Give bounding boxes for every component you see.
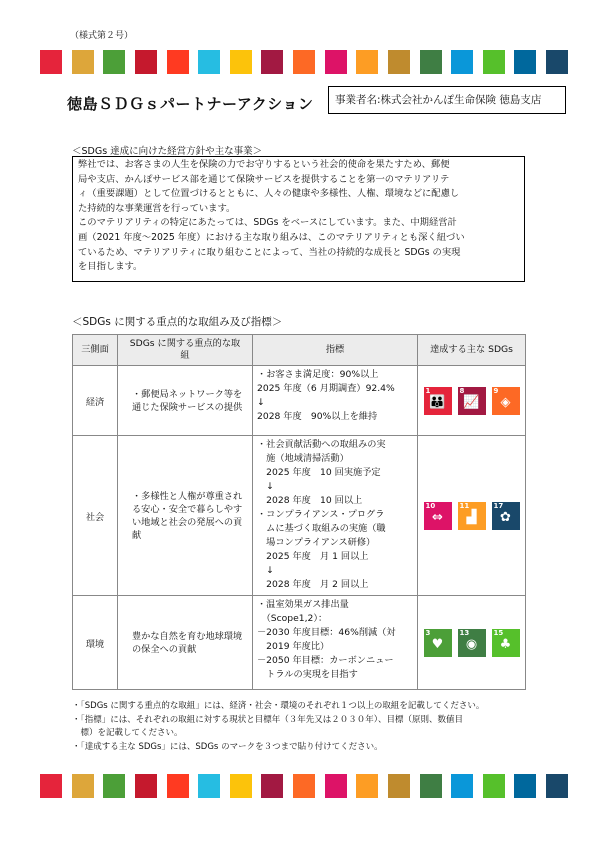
sdg-glyph: ◉ — [465, 636, 478, 652]
stripe-square — [72, 50, 94, 74]
policy-line: 局や支店、かんぽサービス部を通じて保険サービスを提供することを第一のマテリアリテ — [78, 173, 450, 185]
policy-line: このマテリアリティの特定にあたっては、SDGs をベースにしています。また、中期経営計 — [78, 217, 457, 229]
stripe-square — [198, 774, 220, 798]
policy-text-box — [72, 156, 525, 282]
effort-cell: 豊かな自然を育む地球環境の保全への貢献 — [118, 596, 253, 690]
sdg-9-icon — [492, 387, 520, 415]
stripe-square — [167, 774, 189, 798]
table-row-society — [73, 436, 526, 596]
header-sdgs: 達成する主な SDGs — [418, 335, 526, 366]
stripe-square — [293, 774, 315, 798]
stripe-square — [420, 50, 442, 74]
table-header-row — [73, 335, 526, 366]
sdg-1-icon — [424, 387, 452, 415]
stripe-square — [546, 50, 568, 74]
stripe-square — [40, 50, 62, 74]
stripe-square — [293, 50, 315, 74]
sdg-number: 11 — [459, 501, 470, 510]
indicator-cell — [253, 596, 418, 690]
indicator-line: 2025 年度 月 1 回以上 — [257, 551, 369, 562]
effort-cell: ・郵便局ネットワーク等を通じた保険サービスの提供 — [118, 366, 253, 436]
indicator-line: 2028 年度 月 2 回以上 — [257, 579, 369, 590]
sdg-11-icon — [458, 502, 486, 530]
stripe-square — [356, 50, 378, 74]
stripe-square — [356, 774, 378, 798]
indicator-line: ↓ — [257, 481, 274, 492]
indicator-line: ・コンプライアンス・プログラ — [257, 509, 385, 520]
policy-line: ているため、マテリアリティに取り組むことによって、当社の持続的な成長と SDGs の実現 — [78, 246, 461, 258]
sdg-number: 1 — [425, 386, 431, 395]
stripe-square — [546, 774, 568, 798]
company-name-box: 事業者名:株式会社かんぽ生命保険 徳島支店 — [328, 86, 566, 114]
sdg-number: 8 — [459, 386, 465, 395]
header-aspect: 三側面 — [73, 335, 118, 366]
note-line: 標）を記載してください。 — [72, 728, 183, 738]
policy-section-label: ＜SDGs 達成に向けた経営方針や主な事業＞ — [72, 146, 263, 157]
sdg-icon-group — [418, 502, 525, 530]
indicator-line: 2019 年度比） — [257, 641, 330, 652]
policy-line: た持続的な事業運営を行っています。 — [78, 202, 236, 214]
stripe-square — [40, 774, 62, 798]
table-row-environment — [73, 596, 526, 690]
sdg-3-icon — [424, 629, 452, 657]
stripe-square — [325, 774, 347, 798]
indicator-line: 2025 年度（6 月期調査）92.4% — [257, 383, 395, 394]
indicator-line: 2028 年度 10 回以上 — [257, 495, 363, 506]
stripe-square — [325, 50, 347, 74]
stripe-square — [388, 50, 410, 74]
policy-line: ィ（重要課題）として位置づけるとともに、人々の健康や多様性、人権、環境などに配慮し — [78, 188, 460, 200]
indicator-cell — [253, 366, 418, 436]
stripe-square — [514, 50, 536, 74]
sdg-number: 3 — [425, 628, 431, 637]
sdg-glyph: ♣ — [499, 636, 512, 652]
sdg-glyph: ⇔ — [432, 509, 443, 525]
stripe-square — [103, 50, 125, 74]
instruction-notes — [72, 700, 542, 754]
stripe-square — [261, 774, 283, 798]
stripe-square — [388, 774, 410, 798]
sdg-number: 17 — [493, 501, 504, 510]
indicator-line: －2050 年目標：カーボンニュー — [257, 655, 394, 666]
sdg-13-icon — [458, 629, 486, 657]
stripe-square — [135, 774, 157, 798]
stripe-square — [483, 774, 505, 798]
stripe-square — [451, 774, 473, 798]
indicator-line: （Scope1,2）： — [257, 613, 328, 624]
indicator-line: ↓ — [257, 397, 265, 408]
policy-line: 画（2021 年度～2025 年度）における主な取り組みは、このマテリアリティとも深く紐づい — [78, 231, 465, 243]
sdg-glyph: ▟ — [466, 509, 477, 525]
sdg-number: 13 — [459, 628, 470, 637]
bottom-color-stripe — [40, 774, 568, 798]
sdg-8-icon — [458, 387, 486, 415]
header-effort: SDGs に関する重点的な取組 — [118, 335, 253, 366]
note-line: ・「指標」には、それぞれの取組に対する現状と目標年（３年先又は２０３０年）、目標（原則、数値目 — [72, 714, 464, 725]
form-number: （様式第２号） — [70, 31, 134, 41]
indicator-line: トラルの実現を目指す — [257, 669, 358, 680]
indicator-line: ・お客さま満足度：90%以上 — [257, 369, 379, 380]
header-indicator: 指標 — [253, 335, 418, 366]
indicator-line: ・社会貢献活動への取組みの実 — [257, 439, 386, 450]
sdg-glyph: ✿ — [500, 509, 511, 525]
indicator-line: ムに基づく取組みの実施（職 — [257, 523, 386, 534]
note-line: ・「SDGs に関する重点的な取組」には、経済・社会・環境のそれぞれ１つ以上の取組を記載してください。 — [72, 701, 485, 711]
sdg-15-icon — [492, 629, 520, 657]
efforts-section-label: ＜SDGs に関する重点的な取組み及び指標＞ — [72, 316, 283, 328]
stripe-square — [451, 50, 473, 74]
stripe-square — [167, 50, 189, 74]
policy-line: を目指します。 — [78, 261, 143, 273]
top-color-stripe — [40, 50, 568, 74]
note-line: ・「達成する主な SDGs」には、SDGs のマークを３つまで貼り付けてください。 — [72, 741, 383, 752]
aspect-cell: 経済 — [73, 366, 118, 436]
sdg-icon-group — [418, 387, 525, 415]
indicator-line: ↓ — [257, 565, 274, 576]
table-row-economy — [73, 366, 526, 436]
page-title: 徳島ＳＤＧｓパートナーアクション — [67, 95, 314, 113]
sdg-number: 15 — [493, 628, 504, 637]
indicator-line: 2025 年度 10 回実施予定 — [257, 467, 381, 478]
sdg-icon-group — [418, 629, 525, 657]
aspect-cell: 環境 — [73, 596, 118, 690]
stripe-square — [230, 50, 252, 74]
stripe-square — [420, 774, 442, 798]
sdgs-cell — [418, 366, 526, 436]
effort-cell: ・多様性と人権が尊重される安心・安全で暮らしやすい地域と社会の発展への貢献 — [118, 436, 253, 596]
stripe-square — [135, 50, 157, 74]
sdg-glyph: 📈 — [463, 394, 480, 410]
indicator-line: －2030 年度目標：46%削減（対 — [257, 627, 396, 638]
stripe-square — [103, 774, 125, 798]
indicator-cell — [253, 436, 418, 596]
sdg-number: 10 — [425, 501, 436, 510]
sdg-10-icon — [424, 502, 452, 530]
indicator-line: 2028 年度 90%以上を維持 — [257, 411, 378, 422]
stripe-square — [230, 774, 252, 798]
sdg-glyph: ◈ — [500, 394, 511, 410]
stripe-square — [72, 774, 94, 798]
stripe-square — [483, 50, 505, 74]
sdgs-cell — [418, 436, 526, 596]
sdg-glyph: ♥ — [431, 636, 444, 652]
sdg-glyph: 👪 — [429, 394, 446, 410]
indicator-line: 施（地域清掃活動） — [257, 453, 349, 464]
indicator-line: 場コンプライアンス研修） — [257, 537, 376, 548]
stripe-square — [261, 50, 283, 74]
indicator-line: ・温室効果ガス排出量 — [257, 599, 349, 610]
sdgs-cell — [418, 596, 526, 690]
aspect-cell: 社会 — [73, 436, 118, 596]
stripe-square — [514, 774, 536, 798]
sdg-number: 9 — [493, 386, 499, 395]
stripe-square — [198, 50, 220, 74]
sdg-17-icon — [492, 502, 520, 530]
efforts-table — [72, 334, 526, 690]
policy-line: 弊社では、お客さまの人生を保険の力でお守りするという社会的使命を果たすため、郵便 — [78, 159, 450, 170]
